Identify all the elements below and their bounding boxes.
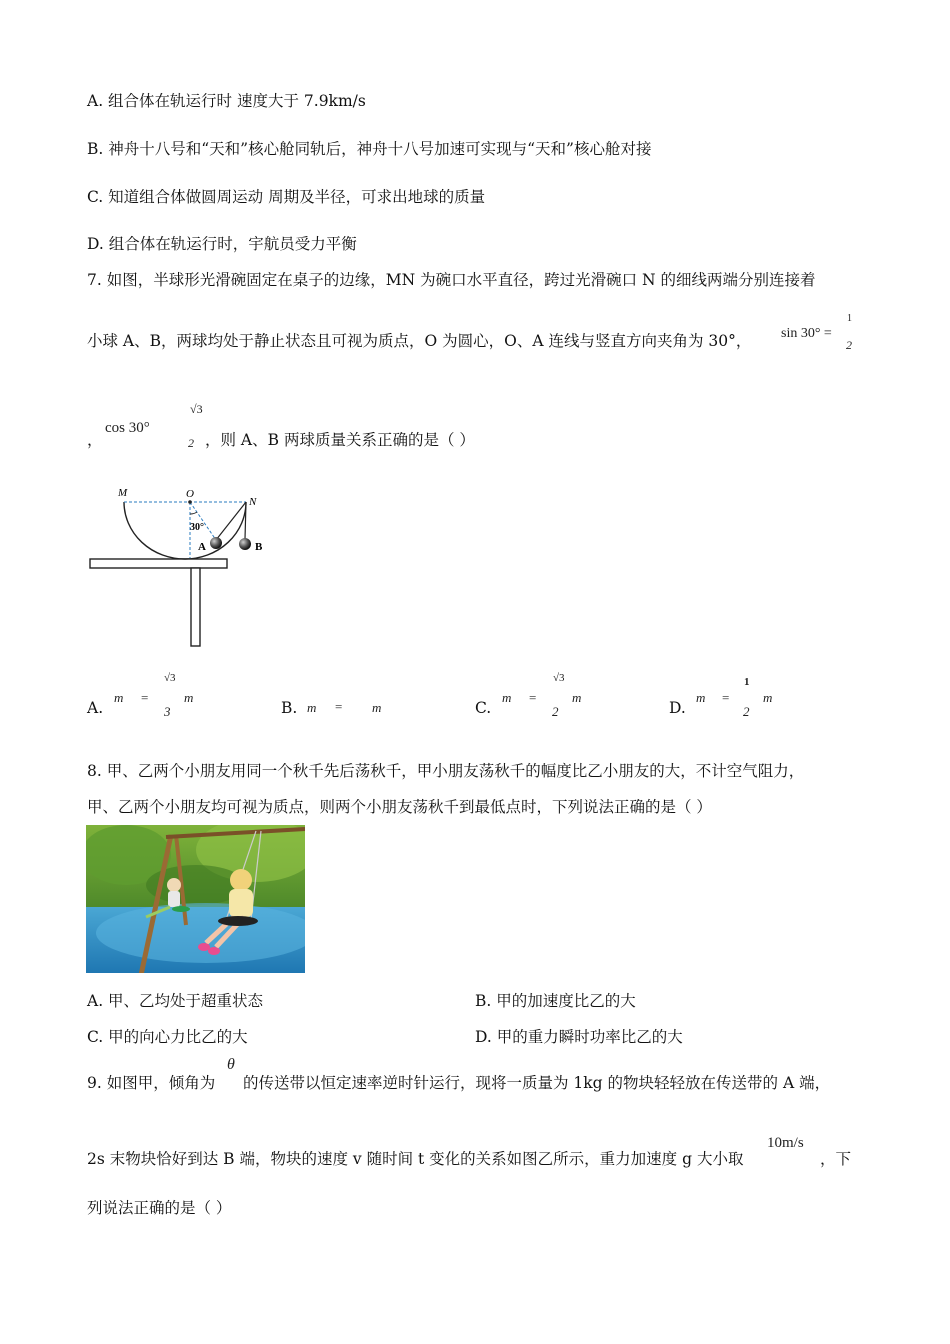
cos30-numerator: √3 — [190, 402, 203, 416]
q6-option-a: A. 组合体在轨运行时 速度大于 7.9km/s — [87, 92, 366, 110]
label-a: A — [198, 541, 206, 553]
q9-stem-line2-a: 2s 末物块恰好到达 B 端，物块的速度 v 随时间 t 变化的关系如图乙所示，重力加速度 g 大小取 — [87, 1150, 744, 1168]
q7-stem-line1: 7. 如图，半球形光滑碗固定在桌子的边缘，MN 为碗口水平直径，跨过光滑碗口 N 的细线两端分别连接着 — [87, 271, 816, 289]
bowl-figure — [85, 482, 275, 652]
q7-option-b-rhs: m — [372, 700, 382, 715]
q7-option-a-label: A. — [87, 699, 104, 717]
string-an — [216, 502, 246, 540]
cos-prefix: ， — [87, 431, 103, 449]
center-o — [188, 500, 192, 504]
q7-option-a-lhs: m — [114, 690, 124, 705]
q7-option-d-lhs: m — [696, 690, 706, 705]
sin30-label: sin 30° = — [781, 326, 832, 341]
cos30-label: cos 30° — [105, 420, 150, 436]
q7-option-b-eq: = — [335, 699, 343, 714]
cos30-denominator: 2 — [188, 436, 194, 450]
swing-photo — [86, 825, 305, 973]
table-leg — [191, 568, 200, 646]
sin30-numerator: 1 — [847, 313, 852, 324]
angle-arc — [190, 512, 197, 514]
label-angle: 30° — [190, 522, 204, 533]
q6-option-b: B. 神舟十八号和“天和”核心舱同轨后，神舟十八号加速可实现与“天和”核心舱对接 — [87, 140, 652, 158]
q8-option-c: C. 甲的向心力比乙的大 — [87, 1028, 248, 1046]
q8-option-d: D. 甲的重力瞬时功率比乙的大 — [475, 1028, 683, 1046]
q7-option-b-lhs: m — [307, 700, 317, 715]
q8-option-b: B. 甲的加速度比乙的大 — [475, 992, 636, 1010]
q6-option-c: C. 知道组合体做圆周运动 周期及半径，可求出地球的质量 — [87, 188, 486, 206]
q7-option-c-den: 2 — [552, 704, 559, 719]
q9-stem-line2-b: ，下 — [820, 1150, 852, 1168]
q7-option-d-eq: = — [722, 690, 730, 705]
sin30-denominator: 2 — [846, 338, 852, 352]
q7-option-c-num: √3 — [553, 672, 565, 684]
ball-a — [210, 537, 222, 549]
q7-stem-line3: ，则 A、B 两球质量关系正确的是（ ） — [205, 431, 475, 449]
q7-stem-line2: 小球 A、B，两球均处于静止状态且可视为质点，O 为圆心，O、A 连线与竖直方向夹角为 30°， — [87, 332, 752, 350]
g-value: 10m/s — [767, 1135, 804, 1151]
label-b: B — [255, 541, 263, 553]
q8-option-a: A. 甲、乙均处于超重状态 — [87, 992, 264, 1010]
ball-b — [239, 538, 251, 550]
label-n: N — [249, 496, 257, 508]
q6-option-d: D. 组合体在轨运行时，宇航员受力平衡 — [87, 235, 357, 253]
q7-option-d-den: 2 — [743, 704, 750, 719]
q7-option-a-num: √3 — [164, 672, 176, 684]
q7-option-a-eq: = — [141, 690, 149, 705]
q7-option-d-label: D. — [669, 699, 686, 717]
q7-option-d-num: 1 — [744, 676, 750, 688]
q7-option-d-rhs: m — [763, 690, 773, 705]
bowl-outer — [124, 502, 246, 559]
q7-option-c-rhs: m — [572, 690, 582, 705]
q7-option-a-den: 3 — [164, 704, 171, 719]
q7-option-b-label: B. — [281, 699, 298, 717]
q8-stem-line2: 甲、乙两个小朋友均可视为质点，则两个小朋友荡秋千到最低点时，下列说法正确的是（ ） — [87, 798, 712, 816]
q7-option-c-label: C. — [475, 699, 492, 717]
q7-option-c-lhs: m — [502, 690, 512, 705]
q9-stem-line1-a: 9. 如图甲，倾角为 — [87, 1074, 216, 1092]
q8-stem-line1: 8. 甲、乙两个小朋友用同一个秋千先后荡秋千，甲小朋友荡秋千的幅度比乙小朋友的大，不计空气阻力， — [87, 762, 805, 780]
oa-line — [190, 502, 216, 540]
theta-symbol: θ — [227, 1056, 235, 1073]
table-top — [90, 559, 227, 568]
q7-option-a-rhs: m — [184, 690, 194, 705]
q7-option-c-eq: = — [529, 690, 537, 705]
label-o: O — [186, 488, 194, 500]
q9-stem-line1-b: 的传送带以恒定速率逆时针运行，现将一质量为 1kg 的物块轻轻放在传送带的 A 端， — [243, 1074, 831, 1092]
q9-stem-line3: 列说法正确的是（ ） — [87, 1199, 232, 1217]
label-m: M — [118, 487, 128, 499]
